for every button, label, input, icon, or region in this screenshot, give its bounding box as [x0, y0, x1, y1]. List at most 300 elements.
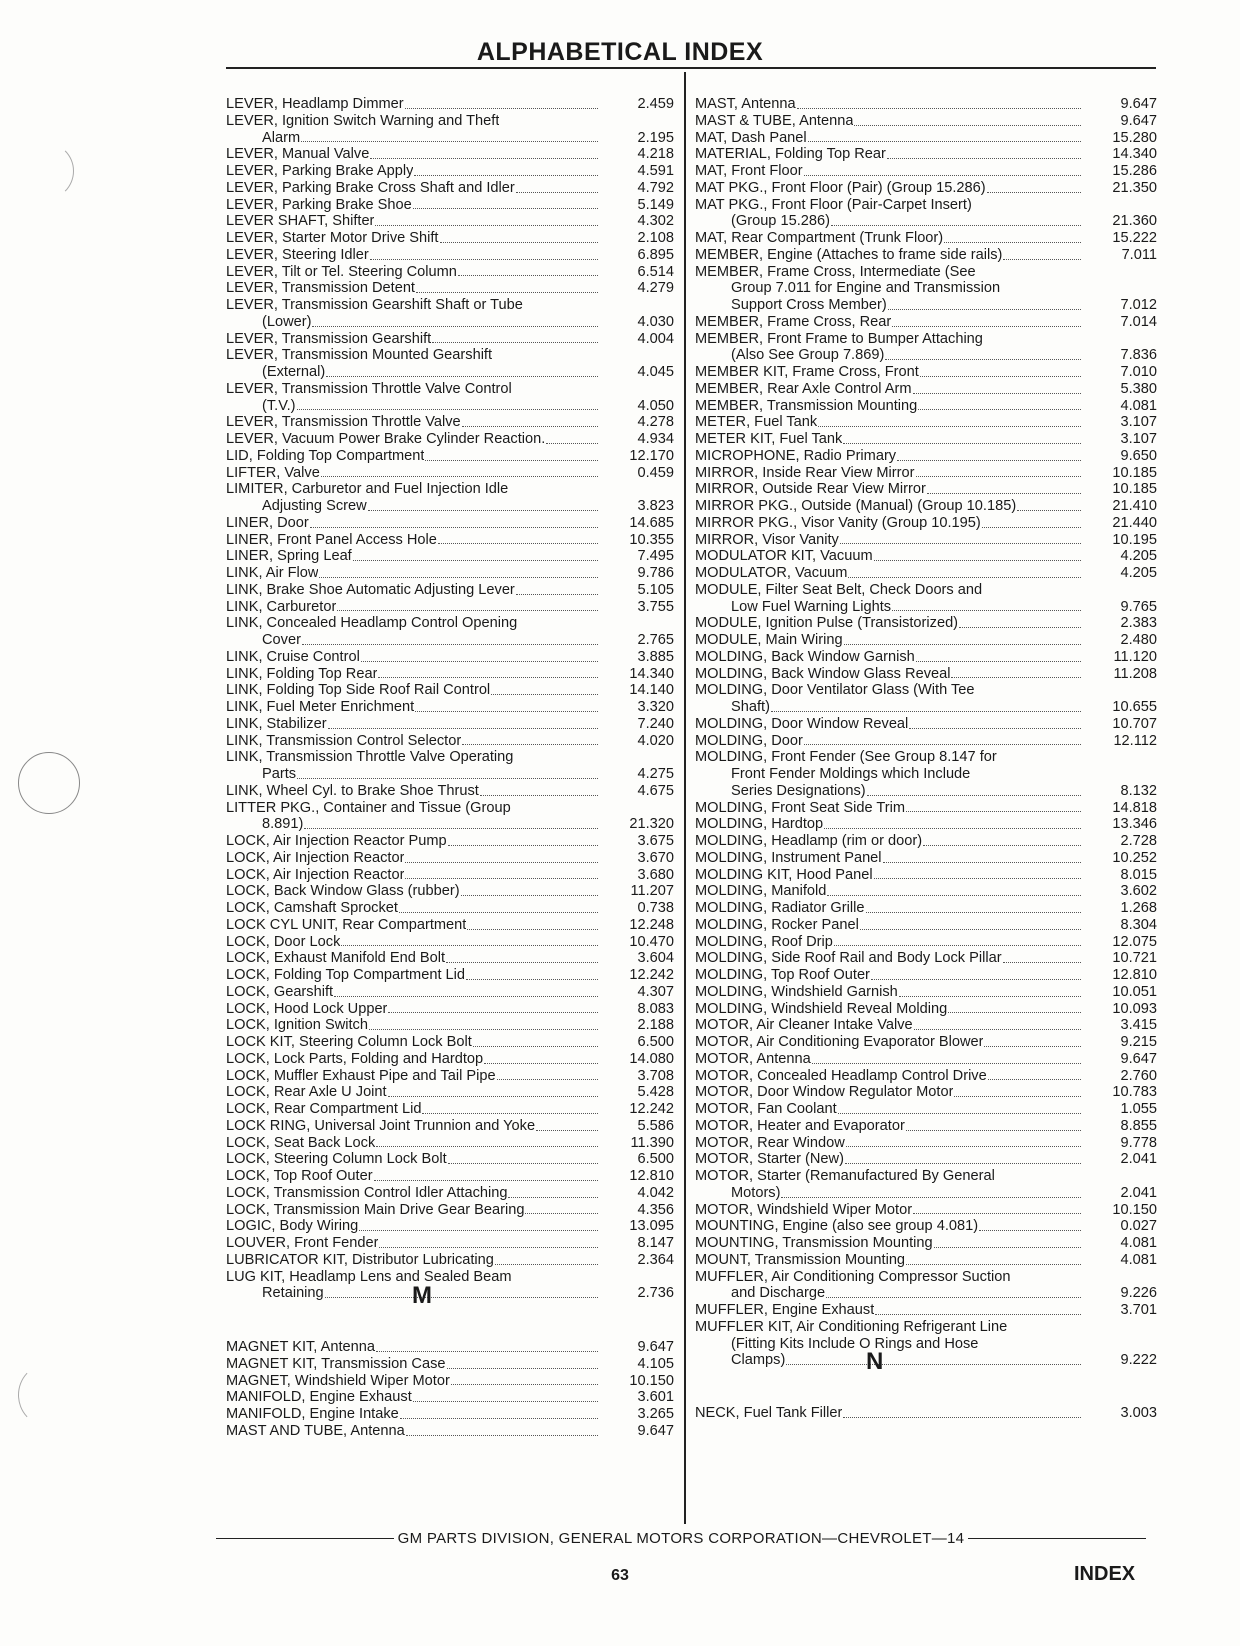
footer-text: GM PARTS DIVISION, GENERAL MOTORS CORPORATION—CHEVROLET—14	[397, 1530, 965, 1547]
index-entry	[226, 917, 674, 934]
index-entry	[695, 934, 1157, 951]
index-entry	[226, 314, 674, 331]
dot-leader	[405, 96, 598, 109]
dot-leader	[827, 883, 1081, 896]
index-entry	[226, 833, 674, 850]
index-entry	[695, 917, 1157, 934]
dot-leader	[375, 213, 598, 226]
entry-label: LINK, Stabilizer	[226, 715, 327, 732]
entry-label: MATERIAL, Folding Top Rear	[695, 146, 886, 163]
dot-leader	[379, 1235, 598, 1248]
index-entry	[695, 967, 1157, 984]
entry-page-ref: 0.027	[1120, 1218, 1157, 1235]
entry-label: LEVER, Steering Idler	[226, 246, 369, 263]
entry-label: LOCK, Door Lock	[226, 933, 341, 950]
dot-leader	[845, 1151, 1081, 1164]
entry-label: METER, Fuel Tank	[695, 414, 818, 431]
index-entry	[695, 1185, 1157, 1202]
entry-label: MEMBER, Transmission Mounting	[695, 397, 918, 414]
dot-leader	[432, 331, 598, 344]
dot-leader	[914, 1017, 1081, 1030]
entry-label: MOLDING, Side Roof Rail and Body Lock Pillar	[695, 950, 1002, 967]
entry-page-ref: 11.390	[630, 1134, 674, 1151]
entry-page-ref: 8.855	[1120, 1117, 1157, 1134]
entry-label: LEVER, Parking Brake Cross Shaft and Idler	[226, 179, 515, 196]
entry-label: MUFFLER, Air Conditioning Compressor Suction	[695, 1268, 1011, 1285]
entry-page-ref: 7.240	[637, 715, 674, 732]
dot-leader	[804, 163, 1081, 176]
dot-leader	[871, 967, 1081, 980]
entry-label: Retaining	[262, 1285, 324, 1302]
entry-page-ref: 4.934	[637, 431, 674, 447]
dot-leader	[353, 548, 598, 561]
index-entry	[226, 448, 674, 465]
index-entry	[695, 582, 1157, 599]
entry-label: MOTOR, Heater and Evaporator	[695, 1117, 905, 1134]
index-entry	[226, 766, 674, 783]
entry-label: LEVER, Transmission Gearshift Shaft or Tube	[226, 297, 523, 313]
index-entry	[695, 1068, 1157, 1085]
dot-leader	[897, 448, 1081, 461]
index-entry	[695, 247, 1157, 264]
entry-label: (Also See Group 7.869)	[731, 347, 885, 364]
entry-label: LEVER, Transmission Throttle Valve	[226, 414, 461, 431]
entry-page-ref: 3.320	[637, 699, 674, 715]
index-entry	[695, 180, 1157, 197]
entry-label: LOCK, Folding Top Compartment Lid	[226, 967, 466, 983]
entry-page-ref: 2.736	[637, 1285, 674, 1302]
entry-label: MOLDING, Back Window Garnish	[695, 648, 915, 665]
index-entry	[226, 197, 674, 214]
dot-leader	[447, 1356, 598, 1369]
entry-page-ref: 13.095	[629, 1218, 674, 1235]
index-entry	[226, 900, 674, 917]
entry-label: MEMBER, Front Frame to Bumper Attaching	[695, 330, 983, 347]
entry-page-ref: 9.647	[1120, 96, 1157, 112]
entry-page-ref: 10.470	[629, 933, 674, 950]
entry-label: and Discharge	[731, 1285, 826, 1302]
dot-leader	[466, 967, 598, 980]
dot-leader	[536, 1118, 598, 1131]
entry-page-ref: 10.093	[1112, 1000, 1157, 1017]
dot-leader	[312, 314, 598, 327]
index-entry	[226, 230, 674, 247]
index-entry	[226, 431, 674, 448]
index-entry	[695, 146, 1157, 163]
index-entry	[226, 481, 674, 498]
index-entry	[695, 1302, 1157, 1319]
entry-page-ref: 10.783	[1112, 1084, 1157, 1101]
entry-page-ref: 5.380	[1120, 380, 1157, 397]
index-entry	[226, 1339, 674, 1356]
dot-leader	[916, 649, 1081, 662]
entry-label: MEMBER, Rear Axle Control Arm	[695, 380, 912, 397]
index-entry	[695, 1034, 1157, 1051]
entry-label: LOCK, Ignition Switch	[226, 1017, 368, 1034]
dot-leader	[467, 917, 598, 930]
dot-leader	[440, 230, 599, 243]
entry-label: MIRROR, Visor Vanity	[695, 531, 839, 548]
index-entry	[226, 1373, 674, 1390]
entry-page-ref: 14.685	[629, 514, 674, 531]
dot-leader	[951, 666, 1081, 679]
index-entry	[226, 548, 674, 565]
dot-leader	[885, 347, 1081, 360]
entry-page-ref: 10.721	[1112, 950, 1157, 967]
entry-page-ref: 5.149	[637, 196, 674, 213]
dot-leader	[892, 599, 1081, 612]
index-entry	[695, 230, 1157, 247]
index-entry	[226, 867, 674, 884]
entry-page-ref: 0.459	[637, 464, 674, 481]
entry-label: MAST & TUBE, Antenna	[695, 112, 854, 129]
entry-label: LEVER, Headlamp Dimmer	[226, 96, 404, 112]
entry-page-ref: 10.185	[1112, 481, 1157, 498]
entry-label: LEVER, Parking Brake Shoe	[226, 196, 412, 213]
entry-label: MOLDING, Door Window Reveal	[695, 715, 909, 732]
entry-label: MODULATOR, Vacuum	[695, 565, 848, 581]
index-entry	[695, 448, 1157, 465]
index-entry	[695, 682, 1157, 699]
index-entry	[695, 113, 1157, 130]
dot-leader	[834, 934, 1081, 947]
dot-leader	[927, 481, 1081, 494]
dot-leader	[374, 1168, 598, 1181]
entry-label: LINK, Transmission Control Selector	[226, 732, 462, 749]
dot-leader	[448, 833, 598, 846]
entry-page-ref: 15.222	[1112, 230, 1157, 246]
index-entry	[226, 1202, 674, 1219]
entry-page-ref: 2.459	[637, 96, 674, 112]
entry-page-ref: 7.010	[1120, 364, 1157, 380]
dot-leader	[462, 414, 598, 427]
footer-rule-left	[216, 1538, 394, 1540]
index-entry	[226, 967, 674, 984]
entry-label: MOLDING, Windshield Reveal Molding	[695, 1000, 948, 1017]
dot-leader	[854, 113, 1081, 126]
entry-label: LOCK, Air Injection Reactor Pump	[226, 833, 447, 849]
index-entry	[226, 1034, 674, 1051]
index-entry	[226, 1118, 674, 1135]
entry-label: MOLDING, Hardtop	[695, 816, 824, 833]
entry-label: LOCK, Lock Parts, Folding and Hardtop	[226, 1050, 484, 1067]
dot-leader	[361, 649, 598, 662]
index-entry	[695, 1405, 1157, 1422]
index-entry	[695, 833, 1157, 850]
entry-label: LEVER, Transmission Gearshift	[226, 330, 432, 347]
entry-label: Adjusting Screw	[262, 498, 367, 514]
entry-page-ref: 9.222	[1120, 1352, 1157, 1369]
m-entries	[226, 1339, 674, 1440]
dot-leader	[846, 1135, 1081, 1148]
index-entry	[226, 280, 674, 297]
entry-page-ref: 4.020	[637, 732, 674, 749]
entry-label: LITTER PKG., Container and Tissue (Group	[226, 799, 511, 816]
entry-page-ref: 4.302	[637, 213, 674, 230]
dot-leader	[508, 1185, 598, 1198]
index-entry	[695, 498, 1157, 515]
index-entry	[695, 883, 1157, 900]
entry-page-ref: 4.205	[1120, 565, 1157, 581]
entry-page-ref: 4.105	[637, 1355, 674, 1372]
entry-label: LOCK, Air Injection Reactor	[226, 849, 405, 866]
index-entry	[695, 264, 1157, 281]
entry-label: MOUNTING, Engine (also see group 4.081)	[695, 1218, 979, 1235]
entry-label: LINK, Transmission Throttle Valve Operating	[226, 749, 514, 766]
index-entry	[226, 749, 674, 766]
entry-label: MAGNET, Windshield Wiper Motor	[226, 1372, 450, 1389]
index-entry	[226, 1017, 674, 1034]
entry-page-ref: 4.042	[637, 1184, 674, 1201]
dot-leader	[987, 180, 1081, 193]
dot-leader	[480, 783, 598, 796]
dot-leader	[909, 716, 1081, 729]
dot-leader	[495, 1252, 598, 1265]
entry-page-ref: 2.760	[1120, 1067, 1157, 1084]
entry-page-ref: 9.650	[1120, 447, 1157, 464]
index-entry	[226, 381, 674, 398]
dot-leader	[838, 1101, 1081, 1114]
dot-leader	[458, 264, 598, 277]
entry-label: LOCK, Back Window Glass (rubber)	[226, 883, 460, 900]
entry-label: LEVER, Transmission Throttle Valve Control	[226, 380, 512, 397]
index-entry	[226, 163, 674, 180]
entry-page-ref: 4.205	[1120, 548, 1157, 565]
entry-page-ref: 11.208	[1113, 665, 1157, 682]
dot-leader	[979, 1218, 1081, 1231]
index-entry	[695, 800, 1157, 817]
entry-label: LOCK RING, Universal Joint Trunnion and Yoke	[226, 1117, 536, 1134]
index-entry	[695, 96, 1157, 113]
dot-leader	[866, 900, 1082, 913]
dot-leader	[944, 230, 1081, 243]
entry-label: LEVER, Transmission Detent	[226, 280, 415, 297]
index-entry	[695, 1101, 1157, 1118]
index-entry	[226, 1001, 674, 1018]
entry-page-ref: 14.340	[1112, 146, 1157, 163]
entry-page-ref: 4.218	[637, 146, 674, 163]
entry-page-ref: 14.818	[1112, 799, 1157, 816]
entry-page-ref: 8.132	[1120, 782, 1157, 799]
entry-page-ref: 3.885	[637, 648, 674, 665]
entry-page-ref: 10.185	[1112, 464, 1157, 481]
dot-leader	[984, 1034, 1081, 1047]
entry-label: MOTOR, Starter (New)	[695, 1151, 844, 1168]
index-entry	[695, 213, 1157, 230]
index-entry	[226, 264, 674, 281]
entry-label: LOCK, Steering Column Lock Bolt	[226, 1151, 447, 1168]
entry-label: MIRROR PKG., Visor Vanity (Group 10.195)	[695, 514, 981, 531]
index-entry	[695, 766, 1157, 783]
dot-leader	[954, 1084, 1081, 1097]
dot-leader	[874, 548, 1081, 561]
index-entry	[226, 1269, 674, 1286]
dot-leader	[328, 716, 598, 729]
dot-leader	[334, 984, 598, 997]
dot-leader	[301, 130, 598, 143]
entry-label: MOLDING KIT, Hood Panel	[695, 866, 873, 883]
index-entry	[226, 1135, 674, 1152]
dot-leader	[1003, 950, 1081, 963]
dot-leader	[525, 1202, 598, 1215]
punch-hole-mark	[18, 1364, 76, 1426]
entry-label: LOCK, Seat Back Lock	[226, 1134, 376, 1151]
index-entry	[226, 1235, 674, 1252]
index-label: INDEX	[1074, 1563, 1136, 1585]
index-entry	[695, 130, 1157, 147]
entry-page-ref: 4.004	[637, 330, 674, 347]
entry-label: LID, Folding Top Compartment	[226, 447, 425, 464]
entry-label: MOLDING, Radiator Grille	[695, 900, 865, 916]
entry-label: MUFFLER, Engine Exhaust	[695, 1302, 875, 1318]
dot-leader	[913, 1202, 1081, 1215]
dot-leader	[473, 1034, 598, 1047]
entry-label: LOCK, Muffler Exhaust Pipe and Tail Pipe	[226, 1067, 496, 1084]
entry-label: LOCK, Rear Axle U Joint	[226, 1084, 387, 1101]
index-entry	[226, 1168, 674, 1185]
index-entry	[226, 398, 674, 415]
dot-leader	[413, 197, 598, 210]
entry-label: MOLDING, Door	[695, 732, 803, 749]
entry-label: LINK, Wheel Cyl. to Brake Shoe Thrust	[226, 782, 479, 799]
entry-label: LOCK, Rear Compartment Lid	[226, 1101, 422, 1117]
index-entry	[695, 1084, 1157, 1101]
entry-page-ref: 0.738	[637, 900, 674, 916]
entry-page-ref: 8.147	[637, 1235, 674, 1251]
entry-label: LEVER, Parking Brake Apply	[226, 163, 414, 179]
dot-leader	[297, 398, 598, 411]
entry-page-ref: 2.364	[637, 1251, 674, 1268]
index-entry	[695, 364, 1157, 381]
index-entry	[695, 565, 1157, 582]
index-entry	[695, 398, 1157, 415]
entry-page-ref: 14.340	[629, 665, 674, 682]
entry-page-ref: 9.647	[637, 1422, 674, 1439]
entry-label: LOCK KIT, Steering Column Lock Bolt	[226, 1034, 472, 1050]
entry-label: LOCK, Transmission Main Drive Gear Bearing	[226, 1201, 525, 1218]
entry-page-ref: 21.440	[1112, 514, 1157, 531]
entry-label: LEVER, Ignition Switch Warning and Theft	[226, 112, 500, 129]
entry-page-ref: 3.670	[637, 849, 674, 866]
entry-label: LOCK, Transmission Control Idler Attaching	[226, 1184, 508, 1201]
index-entry	[695, 1218, 1157, 1235]
index-entry	[695, 900, 1157, 917]
dot-leader	[786, 1352, 1081, 1365]
index-entry	[695, 649, 1157, 666]
entry-page-ref: 7.012	[1120, 297, 1157, 313]
index-entry	[226, 247, 674, 264]
index-entry	[695, 783, 1157, 800]
entry-page-ref: 8.304	[1120, 916, 1157, 933]
index-entry	[226, 850, 674, 867]
index-entry	[226, 180, 674, 197]
dot-leader	[843, 431, 1081, 444]
entry-page-ref: 3.680	[637, 866, 674, 883]
entry-page-ref: 4.081	[1120, 1251, 1157, 1268]
entry-page-ref: 21.320	[629, 816, 674, 833]
index-entry	[226, 146, 674, 163]
index-entry	[226, 950, 674, 967]
index-entry	[695, 1168, 1157, 1185]
dot-leader	[326, 364, 598, 377]
entry-label: MOTOR, Rear Window	[695, 1134, 845, 1151]
entry-label: MOLDING, Front Seat Side Trim	[695, 799, 906, 816]
dot-leader	[451, 1373, 598, 1386]
title-rule	[226, 67, 1156, 69]
index-entry	[695, 850, 1157, 867]
entry-page-ref: 12.075	[1112, 933, 1157, 950]
dot-leader	[959, 615, 1081, 628]
entry-page-ref: 3.265	[637, 1406, 674, 1422]
entry-page-ref: 12.248	[629, 916, 674, 933]
entry-page-ref: 4.030	[637, 313, 674, 330]
dot-leader	[818, 414, 1081, 427]
dot-leader	[771, 699, 1081, 712]
entry-label: MAST, Antenna	[695, 96, 796, 112]
index-entry	[226, 649, 674, 666]
index-entry	[226, 96, 674, 113]
index-entry	[226, 465, 674, 482]
entry-page-ref: 2.728	[1120, 833, 1157, 849]
dot-leader	[892, 314, 1081, 327]
index-entry	[226, 347, 674, 364]
entry-label: MOLDING, Back Window Glass Reveal	[695, 665, 951, 682]
entry-label: LINK, Concealed Headlamp Control Opening	[226, 615, 518, 632]
index-entry	[226, 733, 674, 750]
index-entry	[226, 331, 674, 348]
entry-label: LIFTER, Valve	[226, 464, 320, 481]
entry-label: MOTOR, Windshield Wiper Motor	[695, 1201, 913, 1218]
entry-label: LOCK, Exhaust Manifold End Bolt	[226, 950, 446, 967]
index-entry	[695, 431, 1157, 448]
index-entry	[695, 599, 1157, 616]
index-entry	[226, 582, 674, 599]
index-entry	[226, 1101, 674, 1118]
entry-page-ref: 10.655	[1112, 699, 1157, 715]
entry-page-ref: 4.045	[637, 364, 674, 380]
entry-page-ref: 15.286	[1112, 163, 1157, 179]
index-entry	[695, 1336, 1157, 1353]
index-entry	[695, 1118, 1157, 1135]
dot-leader	[906, 800, 1081, 813]
index-entry	[695, 950, 1157, 967]
entry-page-ref: 4.591	[637, 163, 674, 179]
entry-label: MOTOR, Air Cleaner Intake Valve	[695, 1017, 913, 1034]
dot-leader	[948, 1001, 1081, 1014]
dot-leader	[888, 297, 1081, 310]
index-entry	[695, 280, 1157, 297]
index-entry	[226, 113, 674, 130]
dot-leader	[448, 1151, 598, 1164]
index-entry	[226, 883, 674, 900]
index-entry	[226, 1423, 674, 1440]
entry-page-ref: 4.275	[637, 766, 674, 782]
index-entry	[226, 632, 674, 649]
entry-label: MEMBER, Frame Cross, Rear	[695, 313, 892, 330]
index-entry	[226, 1185, 674, 1202]
index-entry	[695, 1051, 1157, 1068]
entry-page-ref: 3.602	[1120, 883, 1157, 900]
entry-label: MICROPHONE, Radio Primary	[695, 447, 897, 464]
dot-leader	[484, 1051, 598, 1064]
entry-page-ref: 13.346	[1112, 816, 1157, 833]
entry-page-ref: 3.415	[1120, 1017, 1157, 1034]
dot-leader	[982, 515, 1081, 528]
index-entry	[695, 615, 1157, 632]
entry-label: LINK, Folding Top Rear	[226, 665, 378, 682]
dot-leader	[867, 783, 1081, 796]
entry-label: MODULE, Main Wiring	[695, 632, 843, 648]
